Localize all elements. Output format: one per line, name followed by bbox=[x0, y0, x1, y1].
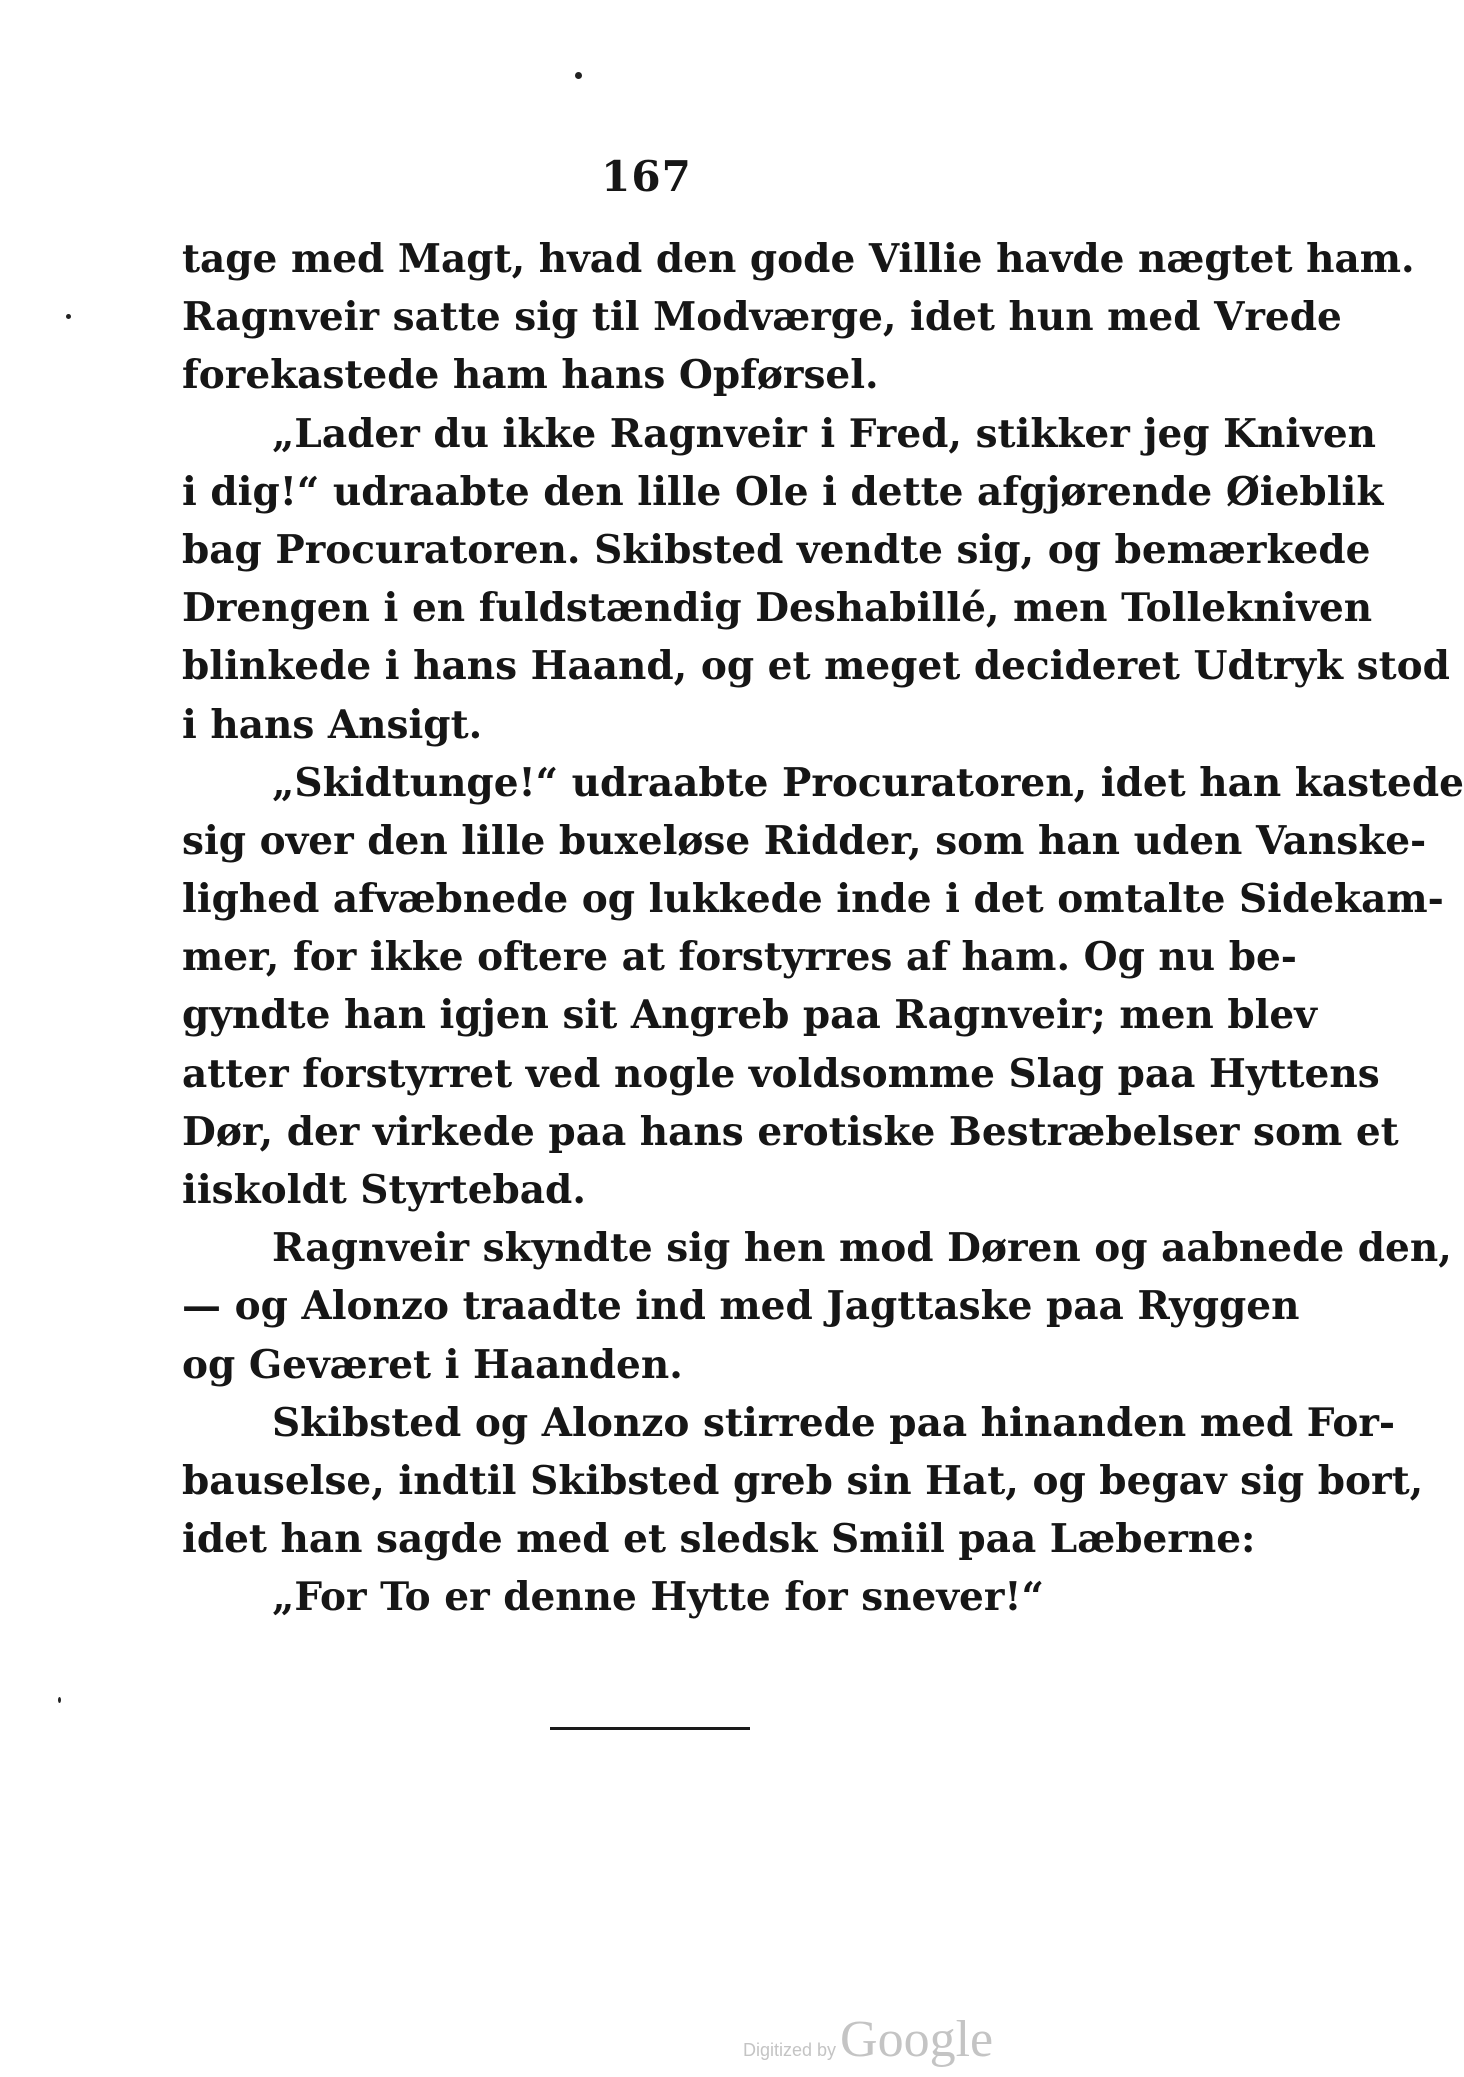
text-line: forekastede ham hans Opførsel. bbox=[182, 352, 879, 399]
text-line: gyndte han igjen sit Angreb paa Ragnveir; men blev bbox=[182, 992, 1317, 1039]
text-line: „Lader du ikke Ragnveir i Fred, stikker jeg Kniven bbox=[272, 410, 1377, 457]
text-line: atter forstyrret ved nogle voldsomme Slag paa Hyttens bbox=[182, 1050, 1380, 1097]
text-line: Ragnveir skyndte sig hen mod Døren og aabnede den, bbox=[272, 1225, 1452, 1272]
text-line: Dør, der virkede paa hans erotiske Bestræbelser som et bbox=[182, 1108, 1399, 1155]
text-line: Drengen i en fuldstændig Deshabillé, men Tollekniven bbox=[182, 585, 1373, 632]
ink-speck bbox=[58, 1697, 61, 1703]
text-line: i hans Ansigt. bbox=[182, 701, 483, 748]
digitized-watermark bbox=[743, 2010, 993, 2069]
text-line: sig over den lille buxeløse Ridder, som han uden Vanske- bbox=[182, 817, 1427, 864]
text-line: tage med Magt, hvad den gode Villie havde nægtet ham. bbox=[182, 236, 1415, 282]
page-number: 167 bbox=[601, 152, 692, 201]
watermark-brand: Google bbox=[840, 2011, 994, 2068]
text-line: Ragnveir satte sig til Modværge, idet hun med Vrede bbox=[182, 294, 1342, 341]
text-line: blinkede i hans Haand, og et meget decideret Udtryk stod bbox=[182, 643, 1450, 690]
text-line: Skibsted og Alonzo stirrede paa hinanden med For- bbox=[272, 1399, 1396, 1446]
text-line: idet han sagde med et sledsk Smiil paa Læberne: bbox=[182, 1516, 1256, 1563]
text-line: bauselse, indtil Skibsted greb sin Hat, og begav sig bort, bbox=[182, 1457, 1424, 1504]
text-line: i dig!“ udraabte den lille Ole i dette afgjørende Øieblik bbox=[182, 468, 1384, 515]
watermark-prefix: Digitized by bbox=[743, 2040, 837, 2060]
text-line: iiskoldt Styrtebad. bbox=[182, 1167, 586, 1213]
ink-speck bbox=[575, 72, 582, 79]
text-line: — og Alonzo traadte ind med Jagttaske paa Ryggen bbox=[182, 1283, 1300, 1330]
text-line: „Skidtunge!“ udraabte Procuratoren, idet han kastede bbox=[272, 759, 1464, 806]
text-line: bag Procuratoren. Skibsted vendte sig, og bemærkede bbox=[182, 526, 1371, 573]
text-line: „For To er denne Hytte for snever!“ bbox=[272, 1574, 1044, 1621]
text-line: lighed afvæbnede og lukkede inde i det omtalte Sidekam- bbox=[182, 876, 1444, 923]
text-line: mer, for ikke oftere at forstyrres af ham. Og nu be- bbox=[182, 934, 1297, 981]
ink-speck bbox=[66, 314, 71, 319]
section-end-rule bbox=[550, 1727, 750, 1730]
text-line: og Geværet i Haanden. bbox=[182, 1341, 683, 1388]
body-text bbox=[182, 230, 1464, 1627]
